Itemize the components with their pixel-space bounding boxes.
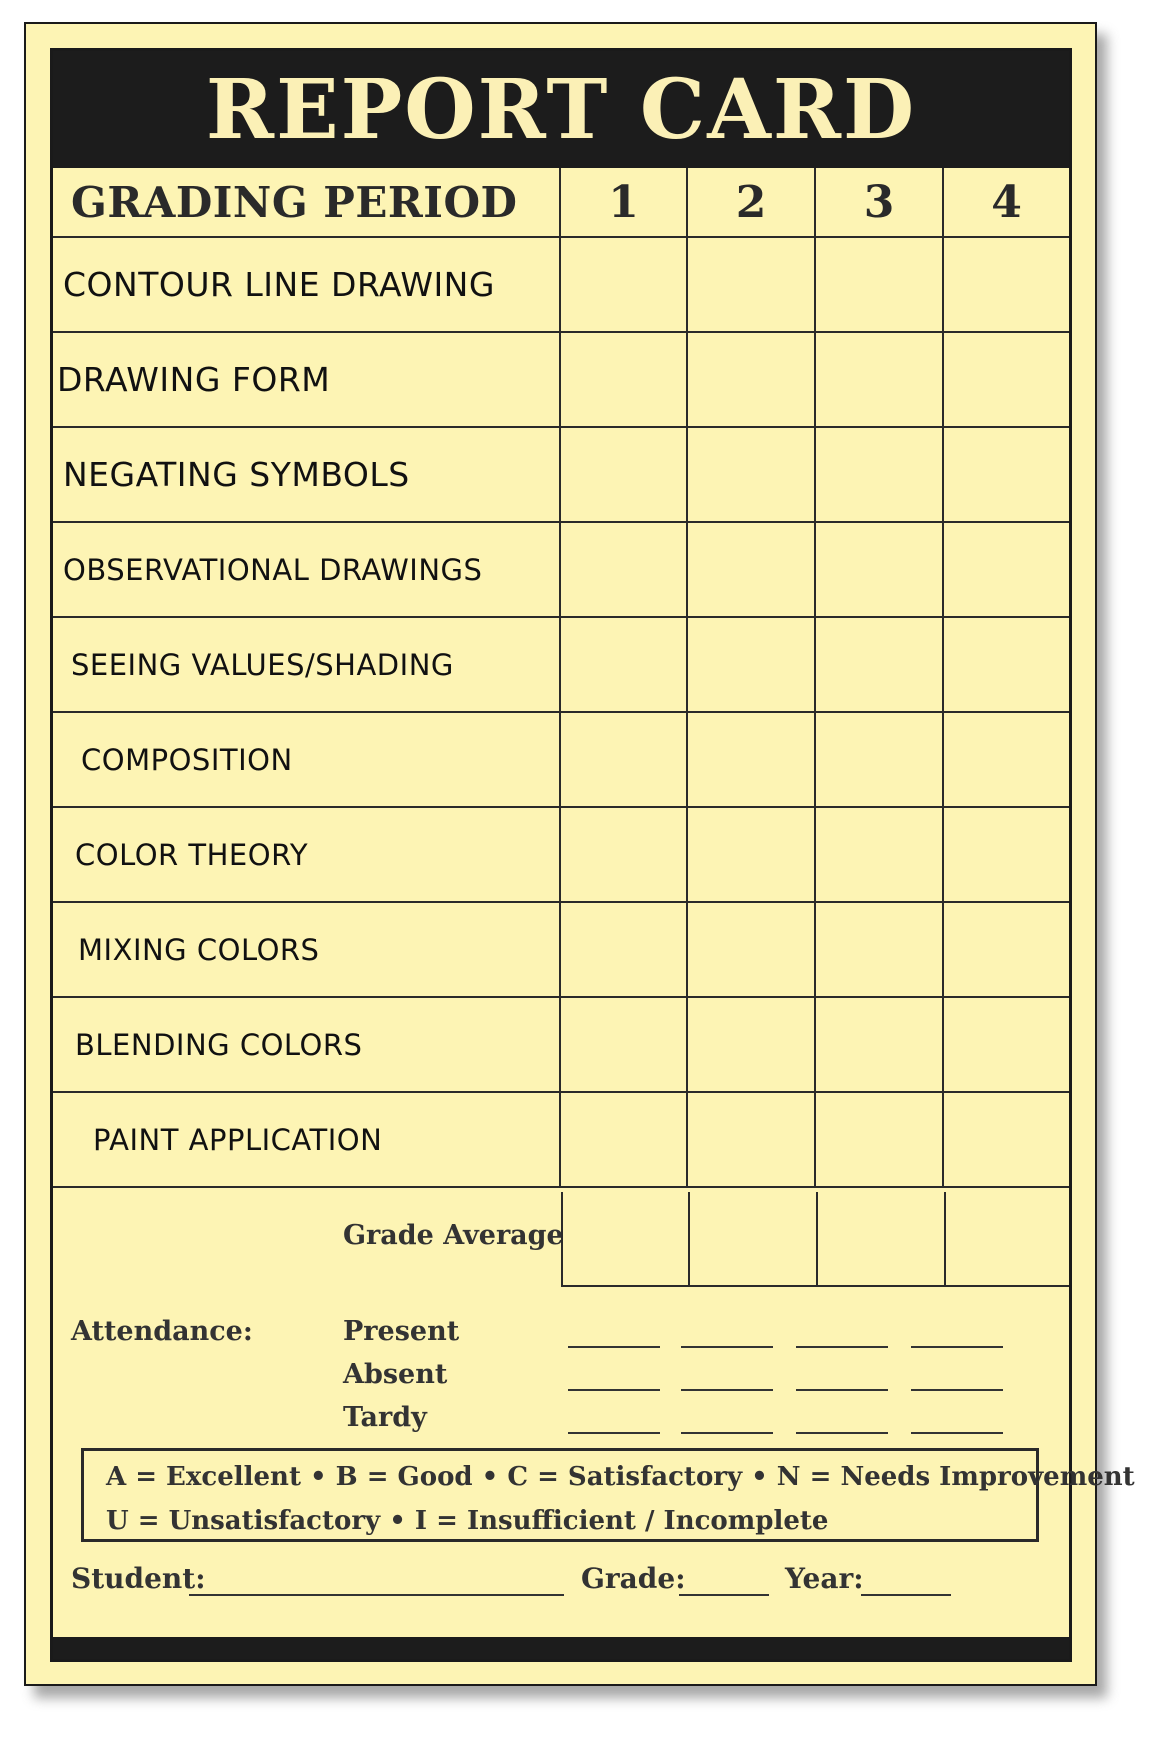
subject-cell <box>53 523 561 618</box>
grade-cell[interactable] <box>688 428 816 523</box>
grade-cell[interactable] <box>688 1093 816 1188</box>
grade-cell[interactable] <box>944 903 1069 998</box>
grade-cell[interactable] <box>816 523 944 618</box>
attendance-blank[interactable] <box>568 1389 660 1391</box>
attendance-blank[interactable] <box>681 1346 773 1348</box>
grade-cell[interactable] <box>816 903 944 998</box>
grade-cell[interactable] <box>944 998 1069 1093</box>
title-bar <box>53 51 1069 168</box>
grade-cell[interactable] <box>816 998 944 1093</box>
grade-label: Grade: <box>581 1562 686 1595</box>
attendance-row-present <box>343 1316 1043 1356</box>
grade-cell[interactable] <box>816 713 944 808</box>
attendance-blank[interactable] <box>796 1346 888 1348</box>
grade-cell[interactable] <box>944 808 1069 903</box>
subject-label: CONTOUR LINE DRAWING <box>63 265 495 304</box>
grade-cell[interactable] <box>944 523 1069 618</box>
grade-cell[interactable] <box>688 523 816 618</box>
grade-cell[interactable] <box>816 333 944 428</box>
grade-average-row <box>53 1192 1069 1287</box>
grade-cell[interactable] <box>688 238 816 333</box>
grade-cell[interactable] <box>944 428 1069 523</box>
report-card-inner <box>50 48 1135 1662</box>
period-number: 1 <box>608 176 639 228</box>
grade-cell[interactable] <box>561 998 688 1093</box>
subject-cell <box>53 428 561 523</box>
attendance-label: Absent <box>343 1359 448 1390</box>
grade-cell[interactable] <box>816 808 944 903</box>
grading-legend <box>81 1448 1135 1542</box>
grade-cell[interactable] <box>688 713 816 808</box>
subject-label: COMPOSITION <box>81 742 293 777</box>
period-number: 2 <box>735 176 767 228</box>
grade-cell[interactable] <box>688 618 816 713</box>
period-header-3 <box>816 168 944 238</box>
grade-cell[interactable] <box>561 1093 688 1188</box>
grading-period-header <box>53 168 561 238</box>
grade-cell[interactable] <box>816 238 944 333</box>
grade-cell[interactable] <box>688 903 816 998</box>
period-number: 3 <box>863 176 895 228</box>
grade-average-cell[interactable] <box>690 1192 818 1285</box>
subject-cell <box>53 618 561 713</box>
grade-cell[interactable] <box>944 238 1069 333</box>
attendance-title: Attendance: <box>71 1316 253 1347</box>
grade-cell[interactable] <box>561 808 688 903</box>
subject-label: COLOR THEORY <box>75 837 309 872</box>
grade-cell[interactable] <box>944 618 1069 713</box>
grade-cell[interactable] <box>561 903 688 998</box>
period-header-4 <box>944 168 1069 238</box>
legend-line-1: A = Excellent • B = Good • C = Satisfactory • N = Needs Improvement <box>106 1462 1135 1492</box>
grade-cell[interactable] <box>944 713 1069 808</box>
grade-average-cell[interactable] <box>563 1192 690 1285</box>
grade-cell[interactable] <box>688 333 816 428</box>
grade-cell[interactable] <box>816 618 944 713</box>
year-field[interactable] <box>861 1594 951 1596</box>
attendance-row-absent <box>343 1359 1043 1399</box>
subject-label: MIXING COLORS <box>78 932 320 967</box>
grade-cell[interactable] <box>561 333 688 428</box>
bottom-bar <box>53 1637 1069 1659</box>
grade-cell[interactable] <box>561 238 688 333</box>
attendance-row-tardy <box>343 1402 1043 1442</box>
legend-line-2: U = Unsatisfactory • I = Insufficient / Incomplete <box>106 1506 829 1536</box>
grade-cell[interactable] <box>688 808 816 903</box>
attendance-blank[interactable] <box>568 1346 660 1348</box>
attendance-label: Present <box>343 1316 460 1347</box>
period-number: 4 <box>991 176 1022 228</box>
attendance-blank[interactable] <box>681 1432 773 1434</box>
student-label: Student: <box>71 1562 206 1595</box>
grading-period-label: GRADING PERIOD <box>71 177 518 227</box>
grade-field[interactable] <box>679 1594 769 1596</box>
grade-average-cell[interactable] <box>818 1192 946 1285</box>
grade-cell[interactable] <box>944 1093 1069 1188</box>
subject-label: OBSERVATIONAL DRAWINGS <box>63 552 483 587</box>
subject-label: NEGATING SYMBOLS <box>63 455 410 494</box>
report-card-title: REPORT CARD <box>205 61 917 158</box>
period-header-1 <box>561 168 688 238</box>
subject-cell <box>53 1093 561 1188</box>
report-card <box>24 22 1135 1686</box>
period-header-2 <box>688 168 816 238</box>
attendance-blank[interactable] <box>911 1432 1003 1434</box>
grade-cell[interactable] <box>561 618 688 713</box>
grade-average-cell[interactable] <box>946 1192 1071 1285</box>
subject-label: PAINT APPLICATION <box>93 1122 383 1157</box>
year-label: Year: <box>785 1562 864 1595</box>
grade-average-cells <box>561 1192 1069 1287</box>
grade-cell[interactable] <box>816 1093 944 1188</box>
grade-cell[interactable] <box>688 998 816 1093</box>
grades-table <box>53 168 1069 1188</box>
subject-cell <box>53 333 561 428</box>
attendance-blank[interactable] <box>568 1432 660 1434</box>
attendance-blank[interactable] <box>796 1389 888 1391</box>
grade-cell[interactable] <box>816 428 944 523</box>
subject-label: DRAWING FORM <box>57 360 331 399</box>
grade-cell[interactable] <box>944 333 1069 428</box>
grade-cell[interactable] <box>561 428 688 523</box>
subject-cell <box>53 713 561 808</box>
attendance-label: Tardy <box>343 1402 427 1433</box>
attendance-blank[interactable] <box>911 1346 1003 1348</box>
attendance-blank[interactable] <box>911 1389 1003 1391</box>
grade-cell[interactable] <box>561 713 688 808</box>
attendance-blank[interactable] <box>796 1432 888 1434</box>
subject-cell <box>53 238 561 333</box>
grade-average-label: Grade Average <box>343 1220 564 1251</box>
subject-label: SEEING VALUES/SHADING <box>71 647 454 682</box>
subject-cell <box>53 808 561 903</box>
subject-label: BLENDING COLORS <box>75 1027 363 1062</box>
attendance-blank[interactable] <box>681 1389 773 1391</box>
subject-cell <box>53 998 561 1093</box>
grade-cell[interactable] <box>561 523 688 618</box>
footer-fields <box>71 1562 1061 1602</box>
subject-cell <box>53 903 561 998</box>
student-field[interactable] <box>189 1594 564 1596</box>
